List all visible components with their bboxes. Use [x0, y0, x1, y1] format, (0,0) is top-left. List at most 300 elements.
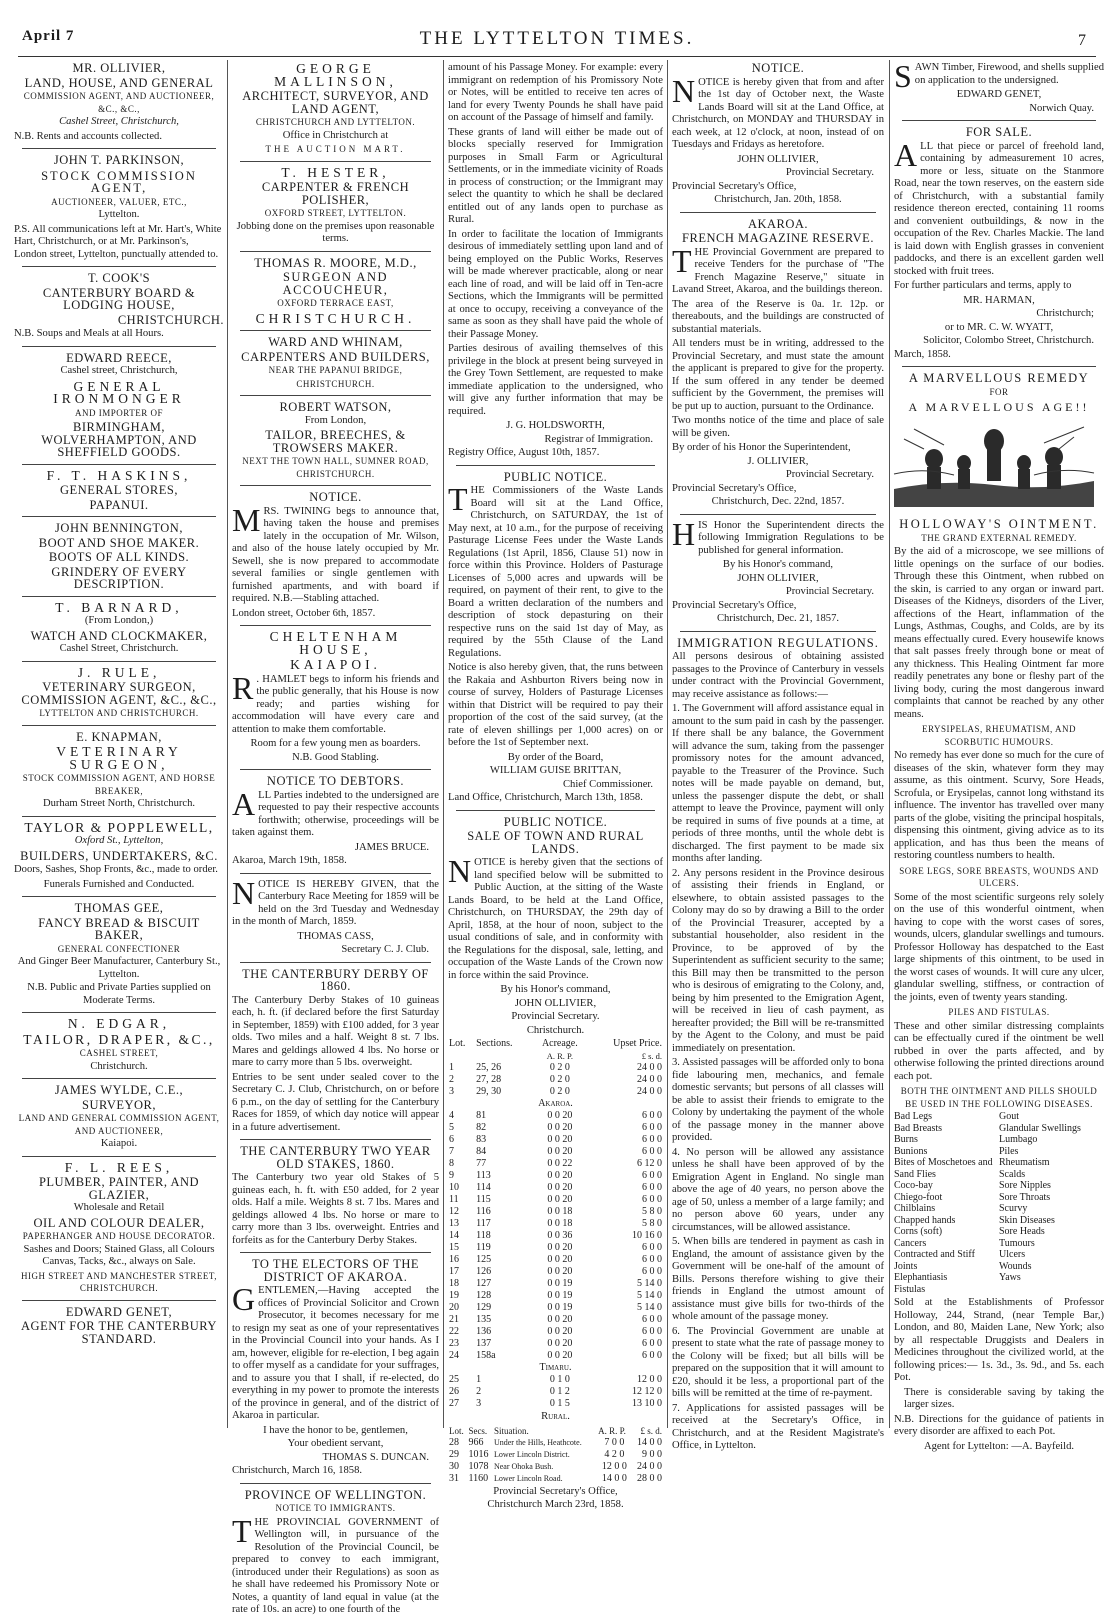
table-header: Secs. — [468, 1425, 488, 1436]
table-cell: 0 0 20 — [547, 1338, 573, 1349]
table-cell: 118 — [476, 1230, 491, 1241]
table-row — [448, 1278, 663, 1290]
table-cell: 30 — [449, 1460, 459, 1472]
ad-line: N.B. Public and Private Parties supplied on Moderate Terms. — [27, 982, 211, 1006]
list-item: Chapped hands — [894, 1214, 956, 1226]
ad-gee — [14, 902, 224, 1007]
ad-line: GENERAL CONFECTIONER — [57, 943, 181, 954]
ad-name: JAMES WYLDE, C.E., — [54, 1083, 184, 1097]
list-item: Burns — [894, 1134, 918, 1145]
notice-body: HE Provincial Government are prepared to receive Tenders for the purchase of "The French Magazine Reserve," situate in Lavand Street, Akaroa, and the buildings thereon. — [672, 246, 884, 295]
list-item: Scalds — [999, 1168, 1026, 1180]
list-item: Gout — [999, 1111, 1019, 1122]
notice-signature: Solicitor, Colombo Street, Christchurch. — [923, 335, 1094, 346]
ad-line: AGENT FOR THE CANTERBURY STANDARD. — [21, 1319, 217, 1346]
ad-knapman — [14, 731, 224, 811]
table-cell: 3 — [476, 1398, 482, 1409]
notice-signature: WILLIAM GUISE BRITTAN, — [489, 765, 622, 776]
ad-line: SURVEYOR, — [82, 1097, 156, 1112]
table-cell: Near Ohoka Bush. — [493, 1462, 554, 1471]
ad-line: GRINDERY OF EVERY DESCRIPTION. — [51, 564, 187, 591]
table-row — [448, 1194, 663, 1206]
notice-body: ENTLEMEN,—Having accepted the offices of Provincial Solicitor and Crown Prosecutor, it becomes necessary for me to resign my seat as one of your representatives in the Provincial Council into your hands. As I am, however, eligible for re-election, I beg again to offer myself as a candidate for your suffrages, and to assure you that I shall, if re-elected, do everything in my power to promote the interests of the province in general, and of the district of Akaroa in particular. — [232, 1285, 439, 1421]
table-cell: 127 — [476, 1278, 492, 1289]
table-cell: 0 0 20 — [547, 1350, 573, 1361]
ad-line: OXFORD STREET, LYTTELTON. — [264, 208, 407, 218]
list-item: Piles — [999, 1145, 1019, 1157]
ad-name: JOHN BENNINGTON, — [55, 521, 183, 535]
ad-line: VETERINARY SURGEON, COMMISSION AGENT, &C., &C., — [21, 680, 217, 707]
notice-body: OTICE is hereby given that the sections of land specified below will be submitted to Public Auction, at the sitting of the Waste Lands Board, to be held at the Land Office, Christchurch, on THURSDAY, the 29th day of April, 1858, at the hour of noon, subject to the usual conditions of sale, and in conformity with the Regulations for the disposal, sale, letting, and occupation of the Waste Lands of the Crown now in force within the said Province. — [448, 857, 663, 981]
ad-line: Funerals Furnished and Conducted. — [43, 878, 195, 890]
column-divider — [667, 60, 668, 1428]
notice-date: Christchurch, March 16, 1858. — [232, 1465, 363, 1476]
table-row — [448, 1182, 663, 1194]
regulation-text: 6. The Provincial Government are unable at present to state what the rate of passage money to the Colony will be fixed; but all bills will be prepared on the supposition that it will amount to £20, should it be less, a proportional part of the bills will be remitted at the time of re-payment. — [672, 1325, 884, 1399]
notice-line: Provincial Secretary's Office, — [672, 482, 797, 494]
table-header: £ s. d. — [640, 1425, 662, 1436]
list-item: Bunions — [894, 1145, 928, 1157]
ad-line: GENERAL IRONMONGER — [53, 378, 185, 406]
table-cell: 6 0 0 — [642, 1314, 662, 1325]
ad-line: STOCK COMMISSION AGENT, AND HORSE BREAKER, — [22, 773, 216, 796]
table-row — [448, 1086, 663, 1098]
table-row — [448, 1218, 663, 1230]
table-cell: Under the Hills, Heathcote. — [493, 1438, 582, 1447]
ad-line: TAILOR, BREECHES, & TROWSERS MAKER. — [265, 428, 406, 455]
table-cell: 0 2 0 — [549, 1086, 570, 1097]
table-cell: 5 14 0 — [637, 1278, 662, 1289]
divider — [22, 596, 216, 597]
notice-signature: Chief Commissioner. — [562, 778, 653, 790]
table-cell: 129 — [476, 1302, 492, 1313]
table-cell: 6 0 0 — [642, 1326, 662, 1337]
table-cell: 24 0 0 — [637, 1086, 662, 1097]
table-cell: 8 — [449, 1158, 454, 1169]
notice-date: Land Office, Christchurch, March 13th, 1858. — [448, 792, 643, 803]
notice-signature: Christchurch; — [1036, 308, 1094, 319]
notice-race-meeting — [232, 874, 439, 957]
table-header-row — [448, 1050, 663, 1062]
ad-sawn-timber — [894, 58, 1104, 115]
table-cell: 2 — [476, 1386, 482, 1397]
table-row — [448, 1338, 663, 1350]
divider — [902, 120, 1096, 121]
divider — [680, 212, 876, 213]
regulation-text: 2. Any persons resident in the Province desirous of assisting their friends in England, or elsewhere, to obtain assisted passages to the Colony may do so by drawing a Bill to the order of the Provincial Treasurer, accepted by a substantial householder, also resident in the Province, to be approved of by the Superintendent as sufficient security to the same; this Bill may then be transmitted to the person who is desirous of emigrating to the Colony, and, being by him presented to the Emigration Agent, will be received in lieu of cash payment, as hereafter provided; the Bill will be re-transmitted by the Agent to the Colony, and must be paid immediately on presentation. — [672, 867, 884, 1054]
table-row — [448, 1134, 663, 1146]
table-row — [448, 1122, 663, 1134]
table-row — [448, 1314, 663, 1326]
table-section-header: Akaroa. — [538, 1098, 573, 1109]
ad-name: EDWARD REECE, — [66, 350, 172, 365]
table-header: Upset Price. — [613, 1038, 662, 1049]
list-item: Bites of Moschetoes and Sand Flies — [894, 1157, 993, 1180]
ad-subhead: ERYSIPELAS, RHEUMATISM, AND SCORBUTIC HUMOURS. — [921, 724, 1077, 747]
ad-line: CHRISTCHURCH. — [117, 312, 224, 327]
table-cell: 126 — [476, 1266, 492, 1277]
table-cell: 6 — [449, 1134, 454, 1145]
table-cell: 27, 28 — [476, 1074, 502, 1085]
table-row — [448, 1206, 663, 1218]
table-cell: 0 0 20 — [547, 1194, 573, 1205]
table-cell: 10 16 0 — [632, 1230, 662, 1241]
table-cell: 0 0 19 — [547, 1302, 573, 1313]
notice-body: LL Parties indebted to the undersigned are requested to pay their respective accounts forthwith; otherwise, proceedings will be taken against them. — [232, 789, 439, 838]
table-cell: 23 — [449, 1338, 459, 1349]
drop-cap: H — [672, 515, 696, 552]
table-cell: 6 0 0 — [642, 1122, 662, 1133]
table-cell: 6 0 0 — [642, 1110, 662, 1121]
ad-note: P.S. All communications left at Mr. Hart's, White Hart, Christchurch, or at Mr. Parkinson's, London street, Lyttelton, punctually attended to. — [14, 223, 222, 260]
regulation-text: 3. Assisted passages will be afforded only to bona fide labouring men, mechanics, and female domestic servants; but persons of all classes will be able to assist their friends to emigrate to the Colony by undertaking the payment of the whole of the passage money in the manner above provided. — [672, 1057, 884, 1143]
table-cell: 84 — [476, 1146, 487, 1157]
page-number: 7 — [1078, 32, 1086, 49]
ad-name: N. EDGAR, — [67, 1016, 171, 1031]
ad-line: Jobbing done on the premises upon reasonable terms. — [236, 220, 435, 244]
table-cell: 25 — [449, 1374, 459, 1385]
table-row — [448, 1170, 663, 1182]
table-cell: 29 — [449, 1448, 459, 1460]
notice-signature: JOHN OLLIVIER, — [737, 572, 819, 584]
table-cell: 6 0 0 — [642, 1146, 662, 1157]
divider — [22, 896, 216, 897]
table-cell: 125 — [476, 1254, 492, 1265]
column-4 — [672, 60, 884, 1451]
ad-line: OXFORD TERRACE EAST, — [277, 298, 394, 308]
list-item: Sore Heads — [999, 1226, 1045, 1237]
notice-line: I have the honor to be, gentlemen, — [263, 1424, 408, 1436]
table-cell: 966 — [468, 1436, 484, 1448]
table-cell: 6 12 0 — [637, 1158, 662, 1169]
notice-signature: J. OLLIVIER, — [747, 455, 809, 467]
ad-line: Oxford St., Lyttelton, — [74, 835, 164, 846]
ad-body: Sold at the Establishments of Professor Holloway, 244, Strand, (near Temple Bar,) London, and 80, Maiden Lane, New York; also by all respectable Druggists and Dealers in Medicines throughout the civilized world, at the following prices:— 1s. 3d., 3s. 9d., and 5s. each Pot. — [894, 1297, 1104, 1383]
notice-body: HE PROVINCIAL GOVERNMENT of Wellington will, in pursuance of the Resolution of the Provincial Council, be prepared to convey to each immigrant, (introduced under their Regulations) as soon as he shall have redeemed his Promissory Note or Notes, a quantity of land equal in value (at the rate of 10s. an acre) to one fourth of the — [232, 1516, 439, 1615]
table-cell: 0 0 20 — [547, 1134, 573, 1145]
ad-line: Office in Christchurch at — [282, 129, 389, 141]
notice-signature: Registrar of Immigration. — [544, 433, 653, 445]
notice-derby — [232, 968, 439, 1135]
ad-name: J. RULE, — [77, 664, 161, 680]
ad-line: OIL AND COLOUR DEALER, — [33, 1215, 205, 1230]
table-section-header: Rural. — [541, 1411, 570, 1422]
table-header: Sections. — [476, 1038, 513, 1049]
ad-name: THOMAS R. MOORE, M.D., — [254, 255, 417, 270]
table-cell: 16 — [449, 1254, 459, 1265]
table-row — [448, 1254, 663, 1266]
notice-body: . HAMLET begs to inform his friends and the public generally, that his House is now ready; and parties wishing for accommodation will have every care and attention to make them comfortable. — [232, 673, 439, 735]
table-row — [448, 1473, 663, 1485]
notice-pasturage — [448, 471, 663, 805]
notice-body: AWN Timber, Firewood, and shells supplied on application to the undersigned. — [914, 62, 1104, 86]
notice-body: The Canterbury two year old Stakes of 5 guineas each, h. ft. with £50 added, for 2 year olds. Half a mile. Weights 8 st. 7 lbs. Mares and geldings allowed 4 lbs. No horse or mare to carry more than 3 lbs. overweight. Entries and forfeits as for the Canterbury Derby Stakes. — [232, 1172, 439, 1246]
list-item: Sore Nipples — [999, 1180, 1051, 1191]
table-cell: 12 0 0 — [637, 1374, 662, 1385]
notice-title: PUBLIC NOTICE. — [503, 469, 608, 484]
list-item: Fistulas — [894, 1283, 926, 1295]
notice-body: IS Honor the Superintendent directs the following Immigration Regulations to be published for general information. — [698, 519, 884, 556]
divider — [240, 330, 431, 331]
ad-body: These and other similar distressing complaints can be effectually cured if the ointment be well rubbed in over the parts affected, and by otherwise following the printed directions around each pot. — [894, 1020, 1104, 1082]
table-header: Situation. — [493, 1425, 529, 1436]
ad-line: LYTTELTON AND CHRISTCHURCH. — [39, 708, 199, 718]
table-cell: 0 0 20 — [547, 1314, 573, 1325]
divider — [240, 625, 431, 626]
newspaper-title: THE LYTTELTON TIMES. — [419, 28, 695, 49]
table-cell: 22 — [449, 1326, 459, 1337]
ad-subhead: BOTH THE OINTMENT AND PILLS SHOULD BE USED IN THE FOLLOWING DISEASES. — [900, 1086, 1098, 1109]
table-row — [448, 1302, 663, 1314]
divider — [22, 346, 216, 347]
notice-date: Registry Office, August 10th, 1857. — [448, 447, 600, 458]
regulation-text: 5. When bills are tendered in payment as cash in England, the amount of assistance given by the Government will be one-half of the amount of Bills. Persons therefore wishing to give their friends in England the utmost amount of assistance must give bills for two-thirds of the whole amount of the passage money. — [672, 1236, 884, 1322]
table-row — [448, 1242, 663, 1254]
divider — [22, 516, 216, 517]
ad-line: Lyttelton. — [98, 209, 140, 220]
ad-name: T. HESTER, — [281, 164, 390, 180]
list-item: Elephantiasis — [894, 1272, 948, 1283]
ad-bennington — [14, 522, 224, 591]
drop-cap: N — [672, 72, 696, 109]
table-row — [448, 1290, 663, 1302]
ad-note: N.B. Rents and accounts collected. — [14, 130, 162, 142]
diseases-list — [894, 1111, 1104, 1295]
table-cell: 81 — [476, 1110, 487, 1121]
ad-line: NEAR THE PAPANUI BRIDGE, — [268, 365, 403, 375]
notice-line: Provincial Secretary's Office, — [672, 599, 797, 611]
ad-mallinson — [232, 63, 439, 156]
ad-line: CANTERBURY BOARD & LODGING HOUSE, — [42, 285, 196, 312]
notice-signature: THOMAS CASS, — [297, 930, 374, 942]
table-cell: 6 0 0 — [642, 1254, 662, 1265]
table-cell: 0 2 0 — [549, 1062, 570, 1073]
issue-date: April 7 — [22, 28, 75, 44]
notice-body: In order to facilitate the location of Immigrants desirous of immediately settling upon land and of being employed on the Public Works, Reserves will be made wherever practicable, along or near each line of road, and will be laid off in Ten-acre Sections, which the Immigrants will be permitted at once to occupy, receiving a conveyance of the same as soon as they shall have paid the whole of their Passage Money. — [448, 228, 663, 340]
list-item: Tumours — [999, 1237, 1035, 1249]
ad-name: F. T. HASKINS, — [46, 467, 192, 483]
ad-name: HOLLOWAY'S OINTMENT. — [899, 517, 1099, 531]
divider — [22, 1012, 216, 1013]
ad-wylde — [14, 1084, 224, 1151]
list-item: Contracted and Stiff Joints — [894, 1249, 975, 1272]
divider — [680, 631, 876, 632]
notice-electors — [232, 1258, 439, 1478]
drop-cap: R — [232, 669, 254, 706]
divider — [240, 1252, 431, 1253]
table-cell: 0 2 0 — [549, 1074, 570, 1085]
ad-line: CARPENTERS AND BUILDERS, — [241, 349, 430, 364]
rural-lots-table — [448, 1425, 663, 1485]
table-cell: 6 0 0 — [642, 1170, 662, 1181]
table-row — [448, 1230, 663, 1242]
ad-line: CASHEL STREET, — [79, 1048, 159, 1058]
notice-signature: Norwich Quay. — [1029, 102, 1094, 114]
ad-haskins — [14, 467, 224, 512]
table-cell: 12 0 0 — [601, 1460, 627, 1472]
ad-name: E. KNAPMAN, — [76, 729, 162, 744]
table-cell: Lower Lincoln District. — [493, 1450, 570, 1459]
column-divider — [227, 60, 228, 1428]
lots-table — [448, 1038, 663, 1410]
table-cell: 2 — [449, 1074, 454, 1085]
table-cell: 1078 — [468, 1460, 489, 1472]
notice-superintendent — [672, 515, 884, 626]
list-item: Ulcers — [999, 1249, 1026, 1260]
notice-title: NOTICE. — [309, 490, 362, 504]
ad-parkinson — [14, 154, 224, 261]
drop-cap: A — [894, 136, 918, 173]
list-item: Corns (soft) — [894, 1226, 943, 1237]
notice-body: OTICE IS HEREBY GIVEN, that the Canterbury Race Meeting for 1859 will be held on the 3rd Tuesday and Wednesday in the month of March, 1859. — [232, 878, 439, 927]
ad-line: BIRMINGHAM, WOLVERHAMPTON, AND SHEFFIELD GOODS. — [41, 420, 197, 459]
ad-rule — [14, 664, 224, 720]
table-cell: 128 — [476, 1290, 492, 1301]
ad-line: CHRISTCHURCH. — [296, 378, 375, 389]
divider — [456, 465, 655, 466]
ad-line: WATCH AND CLOCKMAKER, — [30, 628, 208, 643]
table-row — [448, 1386, 663, 1398]
table-cell: 24 0 0 — [637, 1460, 662, 1472]
notice-title: THE CANTERBURY DERBY OF 1860. — [242, 966, 429, 993]
notice-signature: MR. HARMAN, — [963, 294, 1035, 306]
table-cell: 14 — [449, 1230, 459, 1241]
ad-body: By the aid of a microscope, we see millions of little openings on the surface of our bodies. Through these this Ointment, when rubbed on the skin, is carried to any organ or inward part. Diseases of the Kidneys, disorders of the Liver, affections of the Heart, inflammation of the Lungs, Asthmas, Coughs, and Colds, are by its means effectually cured. Every housewife knows that salt passes freely through bone or meat of any thickness. This Healing Ointment far more readily penetrates any bone or fleshy part of the living body, curing the most dangerous inward complaints that cannot be reached by any other means. — [894, 546, 1104, 720]
ad-line: SURGEON AND ACCOUCHEUR, — [282, 270, 389, 297]
ad-name: MR. OLLIVIER, — [72, 61, 166, 75]
table-cell: 12 12 0 — [632, 1386, 662, 1397]
drop-cap: T — [672, 242, 692, 279]
notice-date: Christchurch, Jan. 20th, 1858. — [714, 194, 842, 205]
ad-headline: A MARVELLOUS AGE!! — [908, 400, 1090, 414]
table-cell: 5 8 0 — [642, 1218, 662, 1229]
table-cell: 0 0 20 — [547, 1266, 573, 1277]
notice-subtitle: NOTICE TO IMMIGRANTS. — [275, 1503, 396, 1513]
notice-signature: Provincial Secretary. — [785, 586, 874, 597]
ad-line: VETERINARY SURGEON, — [56, 744, 182, 772]
notice-title: AKAROA. — [747, 216, 809, 231]
notice-signature: JOHN OLLIVIER, — [737, 153, 819, 165]
divider — [22, 1300, 216, 1301]
notice-signature: Provincial Secretary. — [511, 1011, 600, 1022]
drop-cap: A — [232, 785, 256, 822]
table-cell: 27 — [449, 1398, 459, 1409]
notice-title: FOR SALE. — [965, 125, 1033, 139]
table-cell: 24 0 0 — [637, 1062, 662, 1073]
drop-cap: S — [894, 58, 912, 94]
table-row — [448, 1146, 663, 1158]
masthead — [0, 0, 1114, 50]
notice-date: Christchurch March 23rd, 1858. — [487, 1499, 624, 1510]
list-item: Glandular Swellings — [999, 1122, 1081, 1134]
immigration-regulations — [672, 637, 884, 1453]
ad-name: GEORGE MALLINSON, — [274, 61, 397, 89]
table-cell: 114 — [476, 1182, 491, 1193]
drop-cap: M — [232, 501, 261, 538]
notice-body: These grants of land will either be made out of blocks specially reserved for Immigration purposes in Small Farm or Agricultural Settlements, or in the immediate vicinity of Roads in process of construction; or the Immigrant may select the quantity to which he shall be declared entitled out of any lands open to purchase as Rural. — [448, 126, 663, 225]
table-cell: 1016 — [468, 1448, 489, 1460]
ad-note: Doors, Sashes, Shop Fronts, &c., made to order. — [14, 864, 218, 875]
table-cell: 116 — [476, 1206, 491, 1217]
divider — [22, 464, 216, 465]
ad-body: No remedy has ever done so much for the cure of diseases of the skin, whatever form they may assume, as this ointment. Scurvy, Sore Heads, Scrofula, or Erysipelas, cannot long withstand its influence. The inventor has travelled over many parts of the globe, visiting the principal hospitals, dispensing this ointment, giving advice as to its application, and has thus been the means of restoring countless numbers to health. — [894, 750, 1104, 861]
ad-name: F. L. REES, — [64, 1159, 174, 1175]
ad-name: TAYLOR & POPPLEWELL, — [24, 819, 214, 835]
ad-cheltenham — [232, 631, 439, 764]
table-cell: 136 — [476, 1326, 492, 1337]
divider — [456, 810, 655, 811]
divider — [240, 1139, 431, 1140]
ad-body: Some of the most scientific surgeons rely solely on the use of this wonderful ointment, when having to cope with the worst cases of sores, wounds, ulcers, glandular swellings and tumours. Professor Holloway has despatched to the East large shipments of this ointment, to be used in the worst cases of wounds. It will cure any ulcer, glandular swelling, stiffness, or contraction of the joints, even of twenty years standing. — [894, 891, 1104, 1003]
notice-date: London street, October 6th, 1857. — [232, 607, 376, 619]
ad-line: AND IMPORTER OF — [75, 407, 163, 418]
column-divider — [889, 60, 890, 1428]
ad-line: TAILOR, DRAPER, &C., — [23, 1031, 215, 1047]
divider — [240, 962, 431, 963]
ad-line: ARCHITECT, SURVEYOR, AND LAND AGENT, — [242, 89, 429, 116]
notice-body: Parties desirous of availing themselves of this privilege in the block at present being surveyed in the Grey Town Settlement, are requested to make immediate application to the undersigned, who will give any further information that may be required. — [448, 343, 663, 417]
ad-line: STOCK COMMISSION AGENT, — [41, 168, 197, 195]
ad-line: From London, — [304, 414, 367, 426]
table-cell: 1 — [476, 1374, 482, 1385]
table-cell: 18 — [449, 1278, 459, 1289]
ad-line: FANCY BREAD & BISCUIT BAKER, — [38, 915, 200, 942]
table-row — [448, 1326, 663, 1338]
divider — [240, 1483, 431, 1484]
notice-signature: Provincial Secretary. — [785, 167, 874, 178]
ad-line: Durham Street North, Christchurch. — [42, 798, 196, 809]
notice-body: Notice is also hereby given, that, the runs between the Rakaia and Ashburton Rivers being now in course of survey, Holders of Pasturage Licenses within that District will be required to pay their proportion of the cost of the said survey, (at the rate of eleven shillings per 1,000 acres) on or before the 1st of September next. — [448, 662, 663, 748]
ad-name: WARD AND WHINAM, — [268, 335, 403, 349]
table-cell: 3 — [449, 1086, 454, 1097]
drop-cap: N — [232, 874, 256, 911]
table-cell: 0 0 36 — [547, 1230, 573, 1241]
notice-body: All tenders must be in writing, addressed to the Provincial Secretary, and must state the amount the applicant is prepared to give for the property. If the sum offered in any tender be deemed sufficient by the Government, the premises will be put up to auction, pursuant to the Ordinance. — [672, 338, 884, 412]
table-row — [448, 1437, 663, 1449]
notice-title: PROVINCE OF WELLINGTON. — [244, 1487, 427, 1502]
table-row — [448, 1062, 663, 1074]
table-cell: 5 8 0 — [642, 1206, 662, 1217]
ad-name: ROBERT WATSON, — [279, 400, 392, 414]
ad-line: CARPENTER & FRENCH POLISHER, — [261, 180, 410, 207]
divider — [240, 485, 431, 486]
table-cell: 9 — [449, 1170, 454, 1181]
ad-moore — [232, 257, 439, 326]
table-cell: 4 2 0 — [604, 1448, 625, 1460]
table-cell: 15 — [449, 1242, 459, 1253]
ad-line: PAPERHANGER AND HOUSE DECORATOR. — [22, 1231, 216, 1241]
notice-title: IMMIGRATION REGULATIONS. — [677, 635, 879, 650]
notice-body: For further particulars and terms, apply to — [894, 280, 1072, 291]
ad-line: GENERAL STORES, — [60, 483, 178, 497]
divider — [240, 161, 431, 162]
table-cell: 117 — [476, 1218, 491, 1229]
divider — [240, 769, 431, 770]
table-cell: 83 — [476, 1134, 487, 1145]
regulation-text: All persons desirous of obtaining assisted passages to the Province of Canterbury in vessels under contract with the Provincial Government, may receive assistance as follows:— — [672, 651, 884, 700]
ad-cook — [14, 272, 224, 341]
ad-holloway — [894, 372, 1104, 1453]
ad-body: There is considerable saving by taking the larger sizes. — [904, 1386, 1104, 1410]
table-cell: 14 0 0 — [601, 1472, 627, 1484]
divider — [22, 1156, 216, 1157]
notice-body: Two months notice of the time and place of sale will be given. — [672, 415, 884, 439]
table-cell: 1160 — [468, 1472, 489, 1484]
ad-line: Room for a few young men as boarders. — [250, 738, 421, 749]
list-item: Scurvy — [999, 1203, 1028, 1214]
diseases-right-column — [999, 1111, 1104, 1295]
ad-name: EDWARD GENET, — [65, 1304, 173, 1319]
